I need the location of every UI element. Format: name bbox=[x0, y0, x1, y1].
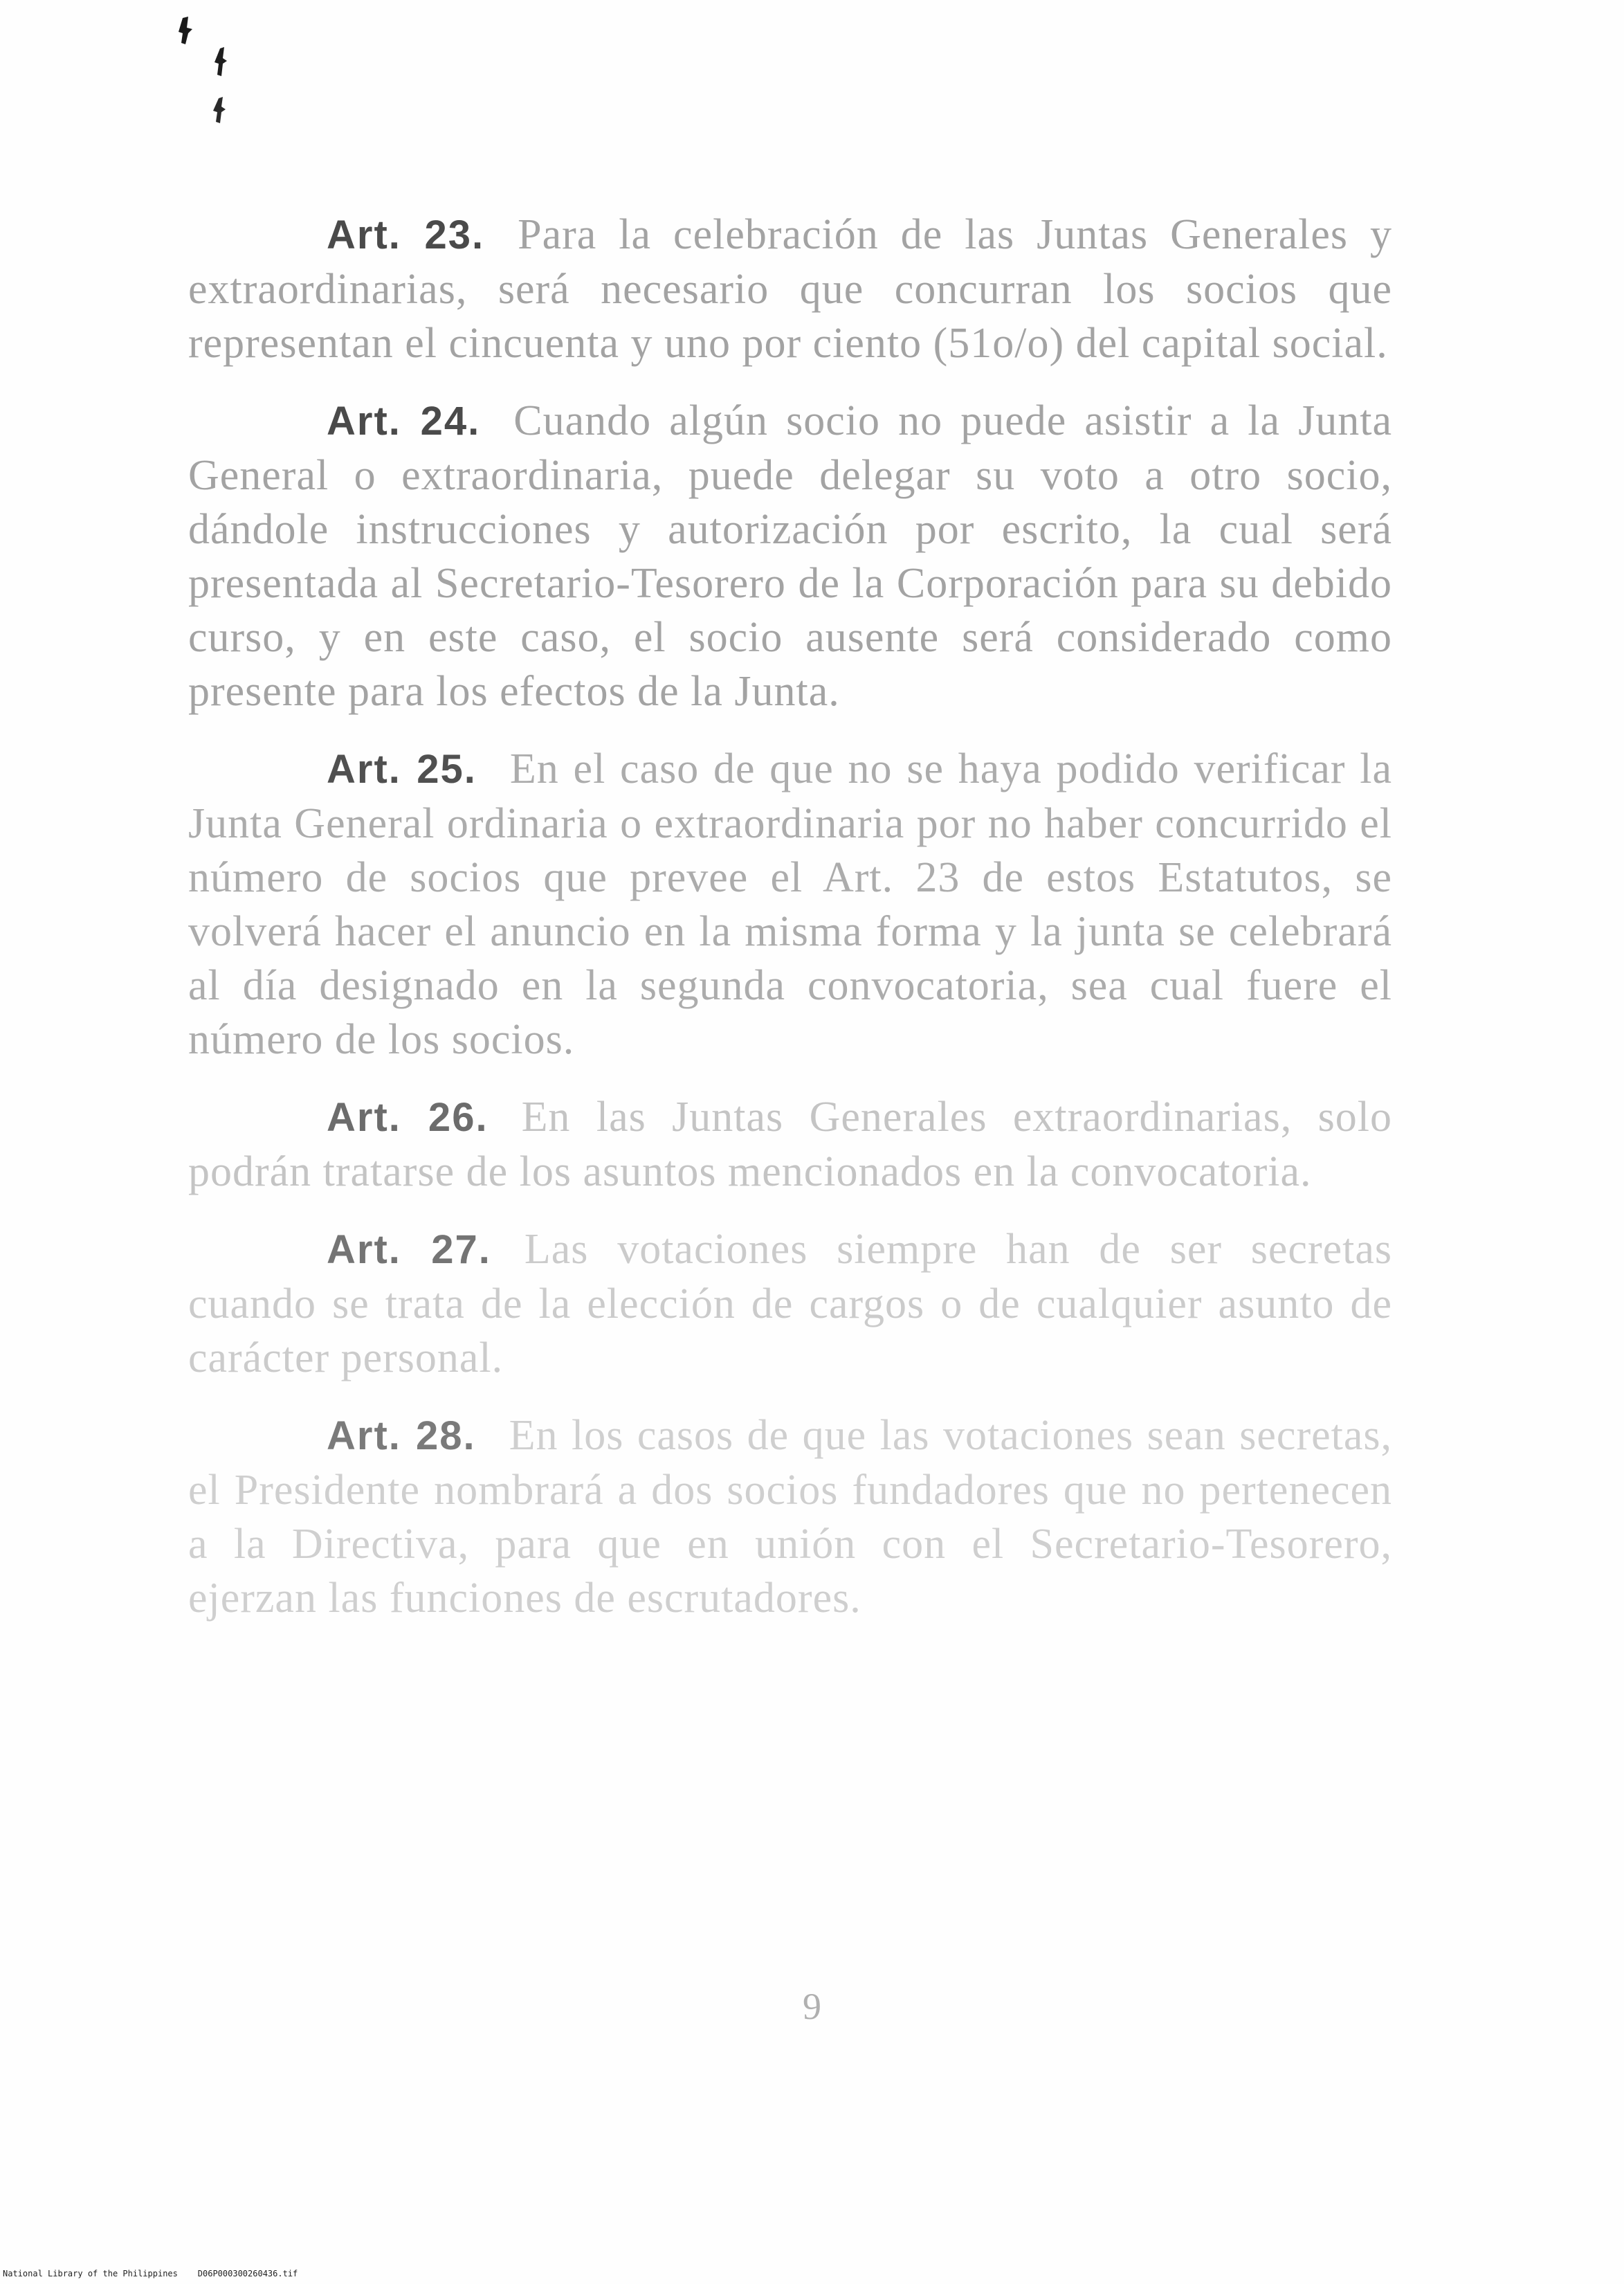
footer-file: D06P000300260436.tif bbox=[197, 2269, 298, 2278]
scan-specks bbox=[173, 12, 235, 130]
article-27 bbox=[188, 1222, 1392, 1385]
article-body: En el caso de que no se haya podido verificar la Junta General ordinaria o extraordinaria por no haber concurrido el número de socios que prevee el Art. 23 de estos Estatutos, se volverá hacer el anuncio en la misma forma y la junta se celebrará al día designado en la segunda convocatoria, sea cual fuere el número de los socios. bbox=[188, 745, 1392, 1063]
article-body: Para la celebración de las Juntas Generales y extraordinarias, será necesario que concurran los socios que representan el cincuenta y uno por ciento (51o/o) del capital social. bbox=[188, 211, 1392, 367]
article-26 bbox=[188, 1090, 1392, 1199]
article-body: Las votaciones siempre han de ser secretas cuando se trata de la elección de cargos o de cualquier asunto de carácter personal. bbox=[188, 1226, 1392, 1381]
scan-footer bbox=[3, 2269, 298, 2278]
article-body: Cuando algún socio no puede asistir a la Junta General o extraordinaria, puede delegar su voto a otro socio, dándole instrucciones y autorización por escrito, la cual será presentada al Secretario-Tesorero de la Corporación para su debido curso, y en este caso, el socio ausente será considerado como presente para los efectos de la Junta. bbox=[188, 397, 1392, 715]
article-body: En los casos de que las votaciones sean secretas, el Presidente nombrará a dos socios fundadores que no pertenecen a la Directiva, para que en unión con el Secretario-Tesorero, ejerzan las funciones de escrutadores. bbox=[188, 1412, 1392, 1622]
article-label: Art. 24. bbox=[327, 399, 481, 444]
article-25 bbox=[188, 742, 1392, 1067]
article-label: Art. 23. bbox=[327, 212, 485, 257]
article-23 bbox=[188, 208, 1392, 370]
article-label: Art. 26. bbox=[327, 1095, 489, 1140]
article-list bbox=[188, 208, 1392, 1625]
article-28 bbox=[188, 1408, 1392, 1625]
article-24 bbox=[188, 394, 1392, 718]
article-label: Art. 25. bbox=[327, 747, 477, 792]
article-label: Art. 27. bbox=[327, 1227, 491, 1272]
article-label: Art. 28. bbox=[327, 1413, 476, 1458]
footer-library: National Library of the Philippines bbox=[3, 2269, 178, 2278]
page-number: 9 bbox=[803, 1986, 821, 2027]
article-body: En las Juntas Generales extraordinarias, solo podrán tratarse de los asuntos mencionados en la convocatoria. bbox=[188, 1094, 1392, 1195]
